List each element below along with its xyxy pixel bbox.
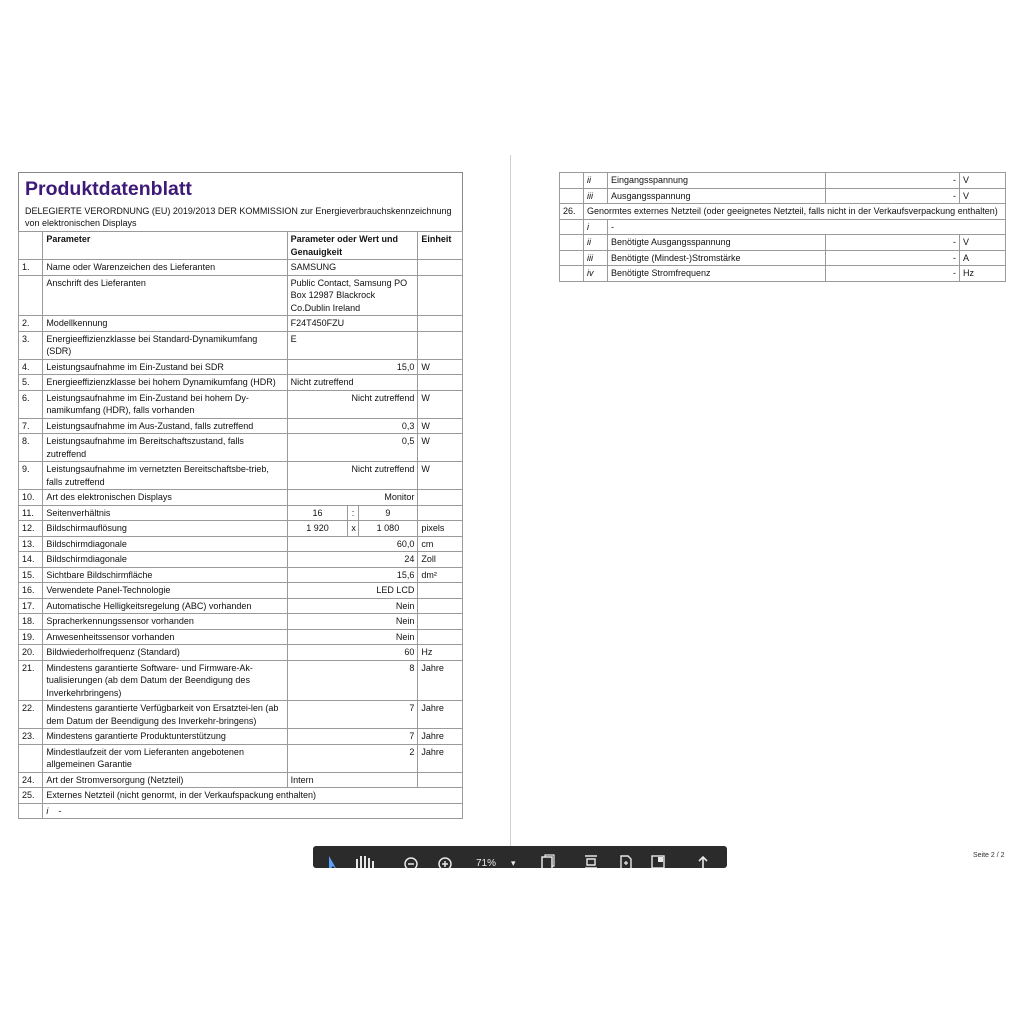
product-datasheet-left <box>18 172 463 819</box>
zoom-in-icon[interactable] <box>437 855 453 868</box>
table-row: 9. Leistungsaufnahme im vernetzten Bereitschaftsbe-trieb, falls zutreffend Nicht zutreffend W <box>19 462 463 490</box>
table-row: 25. Externes Netzteil (nicht genormt, in der Verkaufspackung enthalten) <box>19 788 463 804</box>
datasheet-table-continued <box>559 172 1006 282</box>
table-row: i - <box>19 803 463 819</box>
pointer-tool-icon[interactable] <box>327 855 339 868</box>
regulation-subtitle: DELEGIERTE VERORDNUNG (EU) 2019/2013 DER KOMMISSION zur Energieverbrauchskennzeichnung von elektronischen Displays <box>25 206 452 228</box>
title-block <box>18 172 463 231</box>
table-row: Anschrift des Lieferanten Public Contact, Samsung PO Box 12987 Blackrock Co.Dublin Ireland <box>19 275 463 316</box>
table-row: 14. Bildschirmdiagonale 24 Zoll <box>19 552 463 568</box>
table-row: ii Benötigte Ausgangsspannung - V <box>560 235 1006 251</box>
page-indicator: Seite 2 / 2 <box>973 852 1005 859</box>
table-row: 16. Verwendete Panel-Technologie LED LCD <box>19 583 463 599</box>
header-unit: Einheit <box>418 232 463 260</box>
table-row: 8. Leistungsaufnahme im Bereitschaftszustand, falls zutreffend 0,5 W <box>19 434 463 462</box>
table-row: 5. Energieeffizienzklasse bei hohem Dynamikumfang (HDR) Nicht zutreffend <box>19 375 463 391</box>
table-row: 10. Art des elektronischen Displays Monitor <box>19 490 463 506</box>
page-fit-icon[interactable] <box>539 854 555 868</box>
zoom-out-icon[interactable] <box>403 855 419 868</box>
header-value: Parameter oder Wert und Genauigkeit <box>287 232 418 260</box>
table-row: 20. Bildwiederholfrequenz (Standard) 60 Hz <box>19 645 463 661</box>
table-row: iii Benötigte (Mindest-)Stromstärke - A <box>560 250 1006 266</box>
table-row: Mindestlaufzeit der vom Lieferanten angebotenen allgemeinen Garantie 2 Jahre <box>19 744 463 772</box>
table-row: 11. Seitenverhältnis 16 : 9 <box>19 505 463 521</box>
pdf-toolbar <box>313 846 727 868</box>
table-row: 4. Leistungsaufnahme im Ein-Zustand bei SDR 15,0 W <box>19 359 463 375</box>
header-parameter: Parameter <box>43 232 287 260</box>
table-row: iv Benötigte Stromfrequenz - Hz <box>560 266 1006 282</box>
page-title: Produktdatenblatt <box>25 178 192 200</box>
table-row: ii Eingangsspannung - V <box>560 173 1006 189</box>
table-row: 6. Leistungsaufnahme im Ein-Zustand bei hohem Dy-namikumfang (HDR), falls vorhanden Nicht zutreffend W <box>19 390 463 418</box>
table-row: i - <box>560 219 1006 235</box>
table-row: 1. Name oder Warenzeichen des Lieferanten SAMSUNG <box>19 260 463 276</box>
comment-icon[interactable] <box>650 854 666 868</box>
datasheet-table <box>18 231 463 819</box>
table-row: 23. Mindestens garantierte Produktunterstützung 7 Jahre <box>19 729 463 745</box>
table-row: 21. Mindestens garantierte Software- und Firmware-Ak-tualisierungen (ab dem Datum der Beendigung des Inverkehrbringens) 8 Jahre <box>19 660 463 701</box>
table-row: 13. Bildschirmdiagonale 60,0 cm <box>19 536 463 552</box>
table-header <box>19 232 463 260</box>
table-row: 19. Anwesenheitssensor vorhanden Nein <box>19 629 463 645</box>
table-row: 2. Modellkennung F24T450FZU <box>19 316 463 332</box>
table-row: iii Ausgangsspannung - V <box>560 188 1006 204</box>
table-row: 24. Art der Stromversorgung (Netzteil) Intern <box>19 772 463 788</box>
table-row: 15. Sichtbare Bildschirmfläche 15,6 dm² <box>19 567 463 583</box>
table-row: 12. Bildschirmauflösung 1 920 x 1 080 pixels <box>19 521 463 537</box>
zoom-level[interactable]: 71% <box>476 858 497 868</box>
table-row: 26. Genormtes externes Netzteil (oder geeignetes Netzteil, falls nicht in der Verkaufsverpackung enthalten) <box>560 204 1006 220</box>
page-divider <box>510 155 511 852</box>
table-row: 18. Spracherkennungssensor vorhanden Nein <box>19 614 463 630</box>
table-row: 7. Leistungsaufnahme im Aus-Zustand, falls zutreffend 0,3 W <box>19 418 463 434</box>
table-row: 17. Automatische Helligkeitsregelung (ABC) vorhanden Nein <box>19 598 463 614</box>
hand-tool-icon[interactable] <box>353 854 375 868</box>
table-row: 3. Energieeffizienzklasse bei Standard-Dynamikumfang (SDR) E <box>19 331 463 359</box>
product-datasheet-right <box>559 172 1005 282</box>
table-row: 22. Mindestens garantierte Verfügbarkeit von Ersatztei-len (ab dem Datum der Beendigung des Inverkehr-bringens) 7 Jahre <box>19 701 463 729</box>
fit-width-icon[interactable] <box>583 854 599 868</box>
scroll-up-icon[interactable] <box>697 854 709 868</box>
document-icon[interactable] <box>618 854 634 868</box>
zoom-dropdown-icon[interactable]: ▾ <box>511 858 516 868</box>
